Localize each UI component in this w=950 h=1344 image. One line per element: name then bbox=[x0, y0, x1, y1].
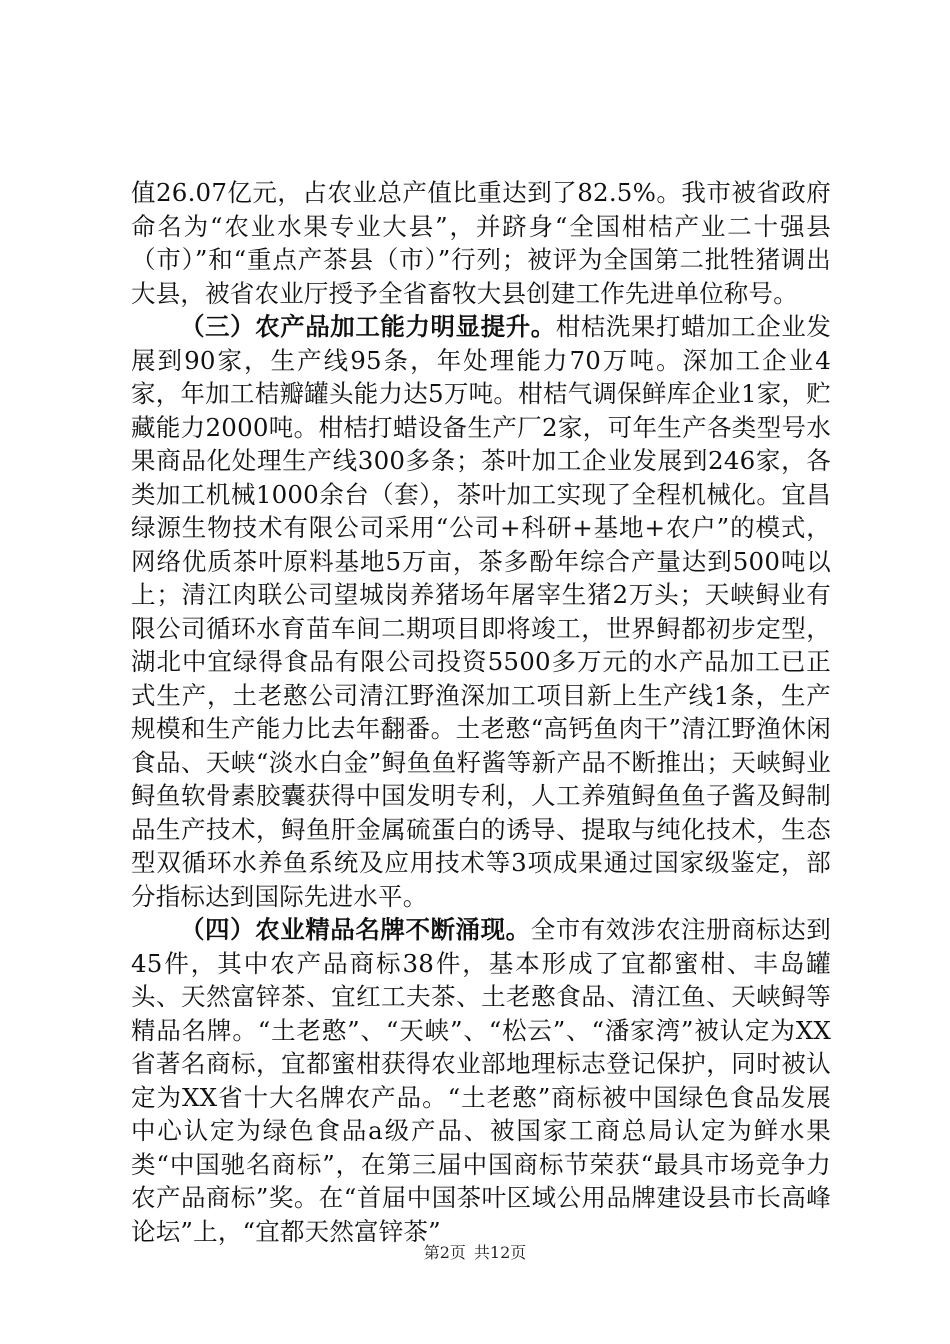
paragraph-continuation bbox=[131, 176, 831, 310]
page-footer bbox=[0, 1243, 950, 1263]
page-number: 第2页 bbox=[423, 1243, 466, 1262]
paragraph-text: 柑桔洗果打蜡加工企业发展到90家，生产线95条，年处理能力70万吨。深加工企业4家，年加工桔瓣罐头能力达5万吨。柑桔气调保鲜库企业1家，贮藏能力2000吨。柑桔打蜡设备生产厂2家，可年生产各类型号水果商品化处理生产线300多条；茶叶加工企业发展到246家，各类加工机械1000余台（套），茶叶加工实现了全程机械化。宜昌绿源生物技术有限公司采用“公司+科研+基地+农户”的模式，网络优质茶叶原料基地5万亩，茶多酚年综合产量达到500吨以上；清江肉联公司望城岗养猪场年屠宰生猪2万头；天峡鲟业有限公司循环水育苗车间二期项目即将竣工，世界鲟都初步定型，湖北中宜绿得食品有限公司投资5500多万元的水产品加工已正式生产，土老憨公司清江野渔深加工项目新上生产线1条，生产规模和生产能力比去年翻番。土老憨“高钙鱼肉干”清江野渔休闲食品、天峡“淡水白金”鲟鱼鱼籽酱等新产品不断推出；天峡鲟业鲟鱼软骨素胶囊获得中国发明专利，人工养殖鲟鱼鱼子酱及鲟制品生产技术，鲟鱼肝金属硫蛋白的诱导、提取与纯化技术，生态型双循环水养鱼系统及应用技术等3项成果通过国家级鉴定，部分指标达到国际先进水平。 bbox=[131, 312, 831, 911]
paragraph-section-4 bbox=[131, 913, 831, 1248]
section-heading: （三）农产品加工能力明显提升。 bbox=[180, 312, 556, 341]
paragraph-section-3 bbox=[131, 310, 831, 913]
section-heading: （四）农业精品名牌不断涌现。 bbox=[180, 915, 531, 944]
page-total: 共12页 bbox=[473, 1243, 527, 1262]
paragraph-text: 全市有效涉农注册商标达到45件，其中农产品商标38件，基本形成了宜都蜜柑、丰岛罐头、天然富锌茶、宜红工夫茶、土老憨食品、清江鱼、天峡鲟等精品名牌。“土老憨”、“天峡”、“松云”、“潘家湾”被认定为XX省著名商标，宜都蜜柑获得农业部地理标志登记保护，同时被认定为XX省十大名牌农产品。“土老憨”商标被中国绿色食品发展中心认定为绿色食品a级产品、被国家工商总局认定为鲜水果类“中国驰名商标”，在第三届中国商标节荣获“最具市场竞争力农产品商标”奖。在“首届中国茶叶区域公用品牌建设县市长高峰论坛”上，“宜都天然富锌茶” bbox=[131, 915, 831, 1246]
paragraph-text: 值26.07亿元，占农业总产值比重达到了82.5%。我市被省政府命名为“农业水果专业大县”，并跻身“全国柑桔产业二十强县（市）”和“重点产茶县（市）”行列；被评为全国第二批牲猪调出大县，被省农业厅授予全省畜牧大县创建工作先进单位称号。 bbox=[131, 178, 831, 308]
body-text bbox=[131, 176, 831, 1248]
